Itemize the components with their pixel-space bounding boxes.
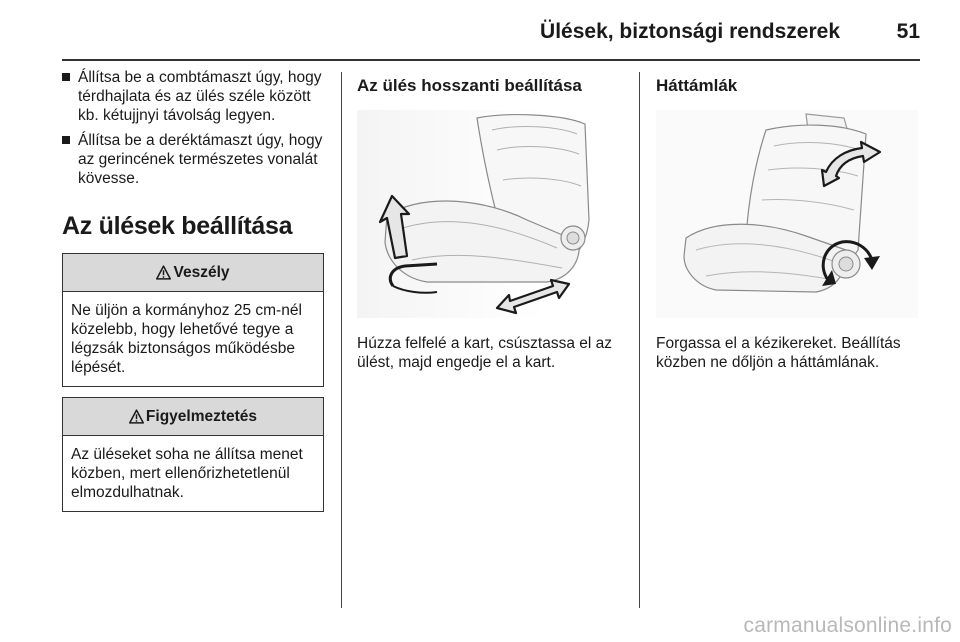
warning-triangle-icon xyxy=(156,265,171,280)
warning-box xyxy=(62,397,324,512)
square-bullet-icon xyxy=(62,136,70,144)
square-bullet-icon xyxy=(62,73,70,81)
column-right xyxy=(656,68,924,372)
caption-backrests: Forgassa el a kézikereket. Beállítás közben ne dőljön a háttámlának. xyxy=(656,335,901,371)
warning-box-text: Az üléseket soha ne állítsa menet közben, mert ellenőrizhetetlenül elmozdulhatnak. xyxy=(71,446,303,501)
danger-box-text: Ne üljön a kormányhoz 25 cm-nél közelebb, hogy lehetővé tegye a légzsák biztonságos működésbe lépését. xyxy=(71,302,302,376)
danger-box-title: Veszély xyxy=(173,263,230,281)
list-item-text: Állítsa be a deréktámaszt úgy, hogy az gerincének természetes vonalát kövesse. xyxy=(78,132,323,187)
page-number: 51 xyxy=(896,20,920,43)
warning-box-header xyxy=(63,398,323,436)
list-item xyxy=(62,68,324,125)
column-left xyxy=(62,68,324,522)
column-divider-2 xyxy=(639,72,640,608)
list-item xyxy=(62,131,324,188)
seat-longitudinal-adjustment-illustration xyxy=(357,110,625,318)
danger-box xyxy=(62,253,324,387)
column-divider-1 xyxy=(341,72,342,608)
subsection-title-longitudinal: Az ülés hosszanti beállítása xyxy=(357,76,582,95)
seat-backrest-adjustment-illustration xyxy=(656,110,918,318)
header-divider xyxy=(62,59,920,61)
column-middle xyxy=(357,68,625,372)
watermark: carmanualsonline.info xyxy=(743,614,952,637)
list-item-text: Állítsa be a combtámaszt úgy, hogy térdhajlata és az ülés széle között kb. kétujjnyi távolság legyen. xyxy=(78,69,322,124)
subsection-title-backrests: Háttámlák xyxy=(656,76,738,95)
danger-box-header xyxy=(63,254,323,292)
page-header xyxy=(62,18,920,58)
bullet-list xyxy=(62,68,324,188)
page-header-title: Ülések, biztonsági rendszerek xyxy=(540,20,840,43)
warning-triangle-icon xyxy=(129,409,144,424)
section-title: Az ülések beállítása xyxy=(62,212,293,240)
warning-box-title: Figyelmeztetés xyxy=(145,407,258,425)
caption-longitudinal: Húzza felfelé a kart, csúsztassa el az ülést, majd engedje el a kart. xyxy=(357,335,613,371)
